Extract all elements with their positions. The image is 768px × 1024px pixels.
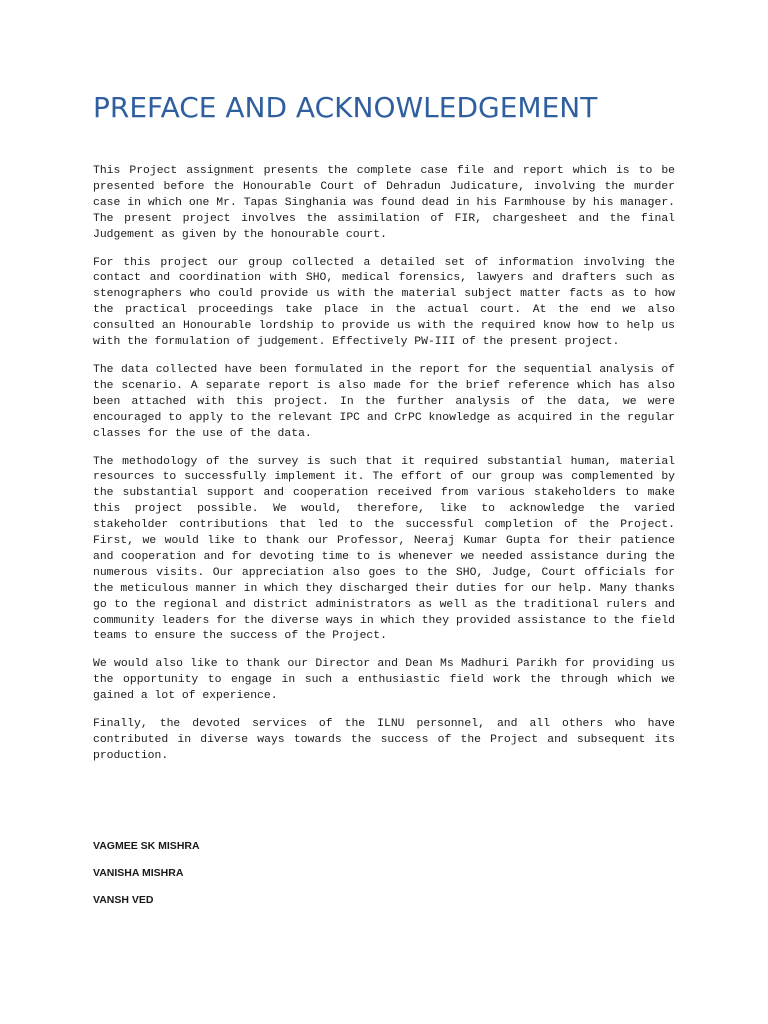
paragraph-information-collection: For this project our group collected a detailed set of information involving the contact and coordination with SHO, medical forensics, lawyers and drafters such as stenographers who could provide us with the material subject matter facts as to how the practical proceedings take place in the actual court. At the end we also consulted an Honourable lordship to provide us with the required know how to help us with the formulation of judgement. Effectively PW-III of the present project. <box>93 256 675 349</box>
paragraph-director-thanks: We would also like to thank our Director and Dean Ms Madhuri Parikh for providing us the opportunity to engage in such a enthusiastic field work the through which we gained a lot of experience. <box>93 658 675 703</box>
author-name: VANSH VED <box>93 894 154 906</box>
author-list <box>93 838 200 919</box>
paragraph-introduction: This Project assignment presents the complete case file and report which is to be presented before the Honourable Court of Dehradun Judicature, involving the murder case in which one Mr. Tapas Singhania was found dead in his Farmhouse by his manager. The present project involves the assimilation of FIR, chargesheet and the final Judgement as given by the honourable court. <box>93 165 675 241</box>
paragraph-closing: Finally, the devoted services of the ILNU personnel, and all others who have contributed in diverse ways towards the success of the Project and subsequent its production. <box>93 718 675 762</box>
body-text <box>93 164 675 777</box>
page-title: PREFACE AND ACKNOWLEDGEMENT <box>93 91 598 124</box>
author-name: VANISHA MISHRA <box>93 867 184 879</box>
author-name: VAGMEE SK MISHRA <box>93 840 200 852</box>
paragraph-data-analysis: The data collected have been formulated in the report for the sequential analysis of the scenario. A separate report is also made for the brief reference which has also been attached with this project. In the further analysis of the data, we were encouraged to apply to the relevant IPC and CrPC knowledge as acquired in the regular classes for the use of the data. <box>93 363 675 440</box>
paragraph-methodology-acknowledgement: The methodology of the survey is such that it required substantial human, material resources to successfully implement it. The effort of our group was complemented by the substantial support and cooperation received from various stakeholders to make this project possible. We would, therefore, like to acknowledge the varied stakeholder contributions that led to the successful completion of the Project. First, we would like to thank our Professor, Neeraj Kumar Gupta for their patience and cooperation and for devoting time to is whenever we needed assistance during the numerous visits. Our appreciation also goes to the SHO, Judge, Court officials for the meticulous manner in which they discharged their duties for our help. Many thanks go to the regional and district administrators as well as the traditional rulers and community leaders for the diverse ways in which they provided assistance to the field teams to ensure the success of the Project. <box>93 455 675 643</box>
